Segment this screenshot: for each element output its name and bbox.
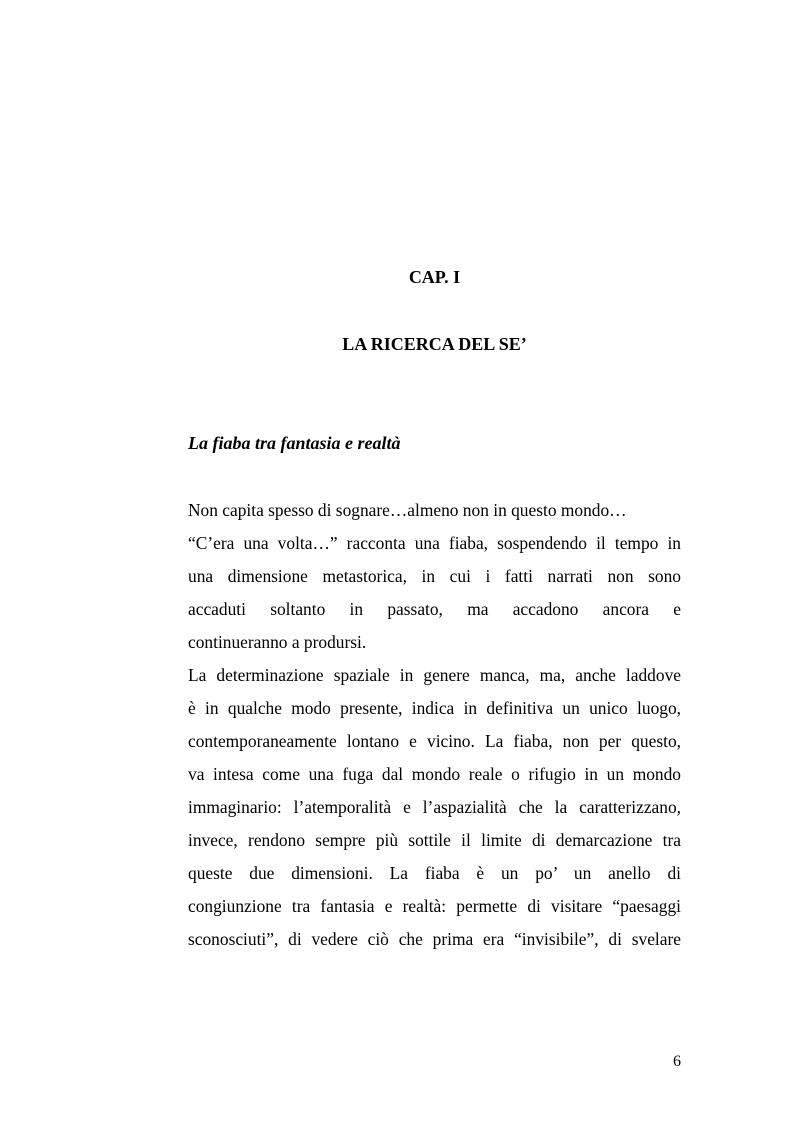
body-line: Non capita spesso di sognare…almeno non in questo mondo…	[188, 500, 627, 520]
body-line: immaginario: l’atemporalità e l’aspazialità che la caratterizzano,	[188, 797, 681, 817]
chapter-title: LA RICERCA DEL SE’	[342, 334, 527, 354]
body-line: va intesa come una fuga dal mondo reale o rifugio in un mondo	[188, 764, 681, 784]
body-line: “C’era una volta…” racconta una fiaba, sospendendo il tempo in	[188, 533, 681, 553]
body-line: congiunzione tra fantasia e realtà: permette di visitare “paesaggi	[188, 896, 681, 916]
chapter-number: CAP. I	[408, 267, 461, 287]
body-line: queste due dimensioni. La fiaba è un po’ un anello di	[188, 863, 681, 883]
body-line: sconosciuti”, di vedere ciò che prima era “invisibile”, di svelare	[188, 929, 681, 949]
body-line: La determinazione spaziale in genere manca, ma, anche laddove	[188, 665, 681, 685]
page-number: 6	[673, 1053, 681, 1070]
body-line: accaduti soltanto in passato, ma accadono ancora e	[188, 599, 681, 619]
body-line: è in qualche modo presente, indica in definitiva un unico luogo,	[188, 698, 681, 718]
body-line: contemporaneamente lontano e vicino. La fiaba, non per questo,	[188, 731, 681, 751]
body-line: invece, rendono sempre più sottile il limite di demarcazione tra	[188, 830, 681, 850]
body-text	[188, 494, 681, 956]
body-line: continueranno a prodursi.	[188, 632, 367, 652]
body-line: una dimensione metastorica, in cui i fatti narrati non sono	[188, 566, 681, 586]
section-title: La fiaba tra fantasia e realtà	[188, 433, 401, 453]
